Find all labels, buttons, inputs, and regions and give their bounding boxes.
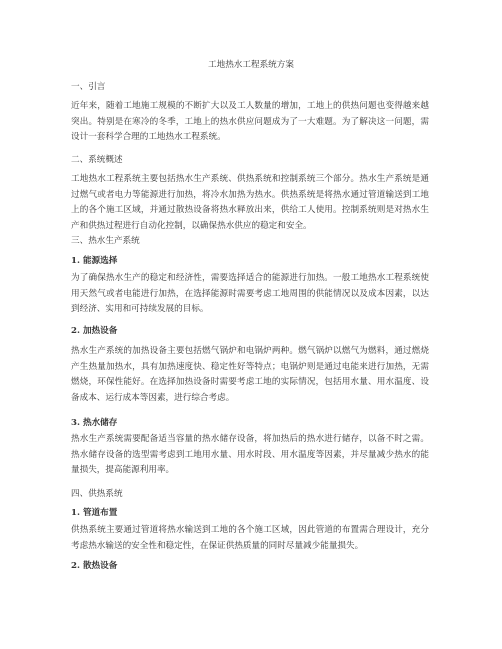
overview-paragraph: 工地热水工程系统主要包括热水生产系统、供热系统和控制系统三个部分。热水生产系统是通过燃气或者电力等能源进行加热，将冷水加热为热水。供热系统是将热水通过管道输送到工地上的各个施工区域，并通过散热设备将热水释放出来，供给工人使用。控制系统则是对热水生产和供热过程进行自动化控制，以确保热水供应的稳定和安全。 — [71, 174, 429, 231]
subheading-heating-equipment: 2. 加热设备 — [71, 326, 118, 336]
introduction-paragraph: 近年来，随着工地施工规模的不断扩大以及工人数量的增加，工地上的供热问题也变得越来越突出。特别是在寒冷的冬季，工地上的热水供应问题成为了一大难题。为了解决这一问题，需设计一套科学合理的工地热水工程系统。 — [71, 101, 429, 143]
subheading-energy-selection: 1. 能源选择 — [71, 256, 118, 266]
heating-equipment-paragraph: 热水生产系统的加热设备主要包括燃气锅炉和电锅炉两种。燃气锅炉以燃气为燃料，通过燃烧产生热量加热水，具有加热速度快、稳定性好等特点；电锅炉则是通过电能来进行加热，无需燃烧，环保性能好。在选择加热设备时需要考虑工地的实际情况，包括用水量、用水温度、设备成本、运行成本等因素，进行综合考虑。 — [71, 346, 429, 403]
section-heading-hot-water-production: 三、热水生产系统 — [71, 236, 140, 246]
energy-selection-paragraph: 为了确保热水生产的稳定和经济性，需要选择适合的能源进行加热。一般工地热水工程系统使用天然气或者电能进行加热，在选择能源时需要考虑工地周围的供能情况以及成本因素，以达到经济、实用和可持续发展的目标。 — [71, 273, 429, 315]
document-title: 工地热水工程系统方案 — [208, 60, 294, 70]
section-heading-overview: 二、系统概述 — [71, 155, 123, 165]
pipeline-layout-paragraph: 供热系统主要通过管道将热水输送到工地的各个施工区域，因此管道的布置需合理设计，充分考虑热水输送的安全性和稳定性，在保证供热质量的同时尽量减少能量损失。 — [71, 525, 429, 551]
section-heading-heating-supply: 四、供热系统 — [71, 489, 123, 499]
subheading-hot-water-storage: 3. 热水储存 — [71, 418, 118, 428]
subheading-pipeline-layout: 1. 管道布置 — [71, 508, 118, 518]
subheading-heat-dissipation-equipment: 2. 散热设备 — [71, 561, 118, 571]
hot-water-storage-paragraph: 热水生产系统需要配备适当容量的热水储存设备，将加热后的热水进行储存，以备不时之需。热水储存设备的选型需考虑到工地用水量、用水时段、用水温度等因素，并尽量减少热水的能量损失，提高能源利用率。 — [71, 434, 429, 476]
section-heading-introduction: 一、引言 — [71, 82, 106, 92]
